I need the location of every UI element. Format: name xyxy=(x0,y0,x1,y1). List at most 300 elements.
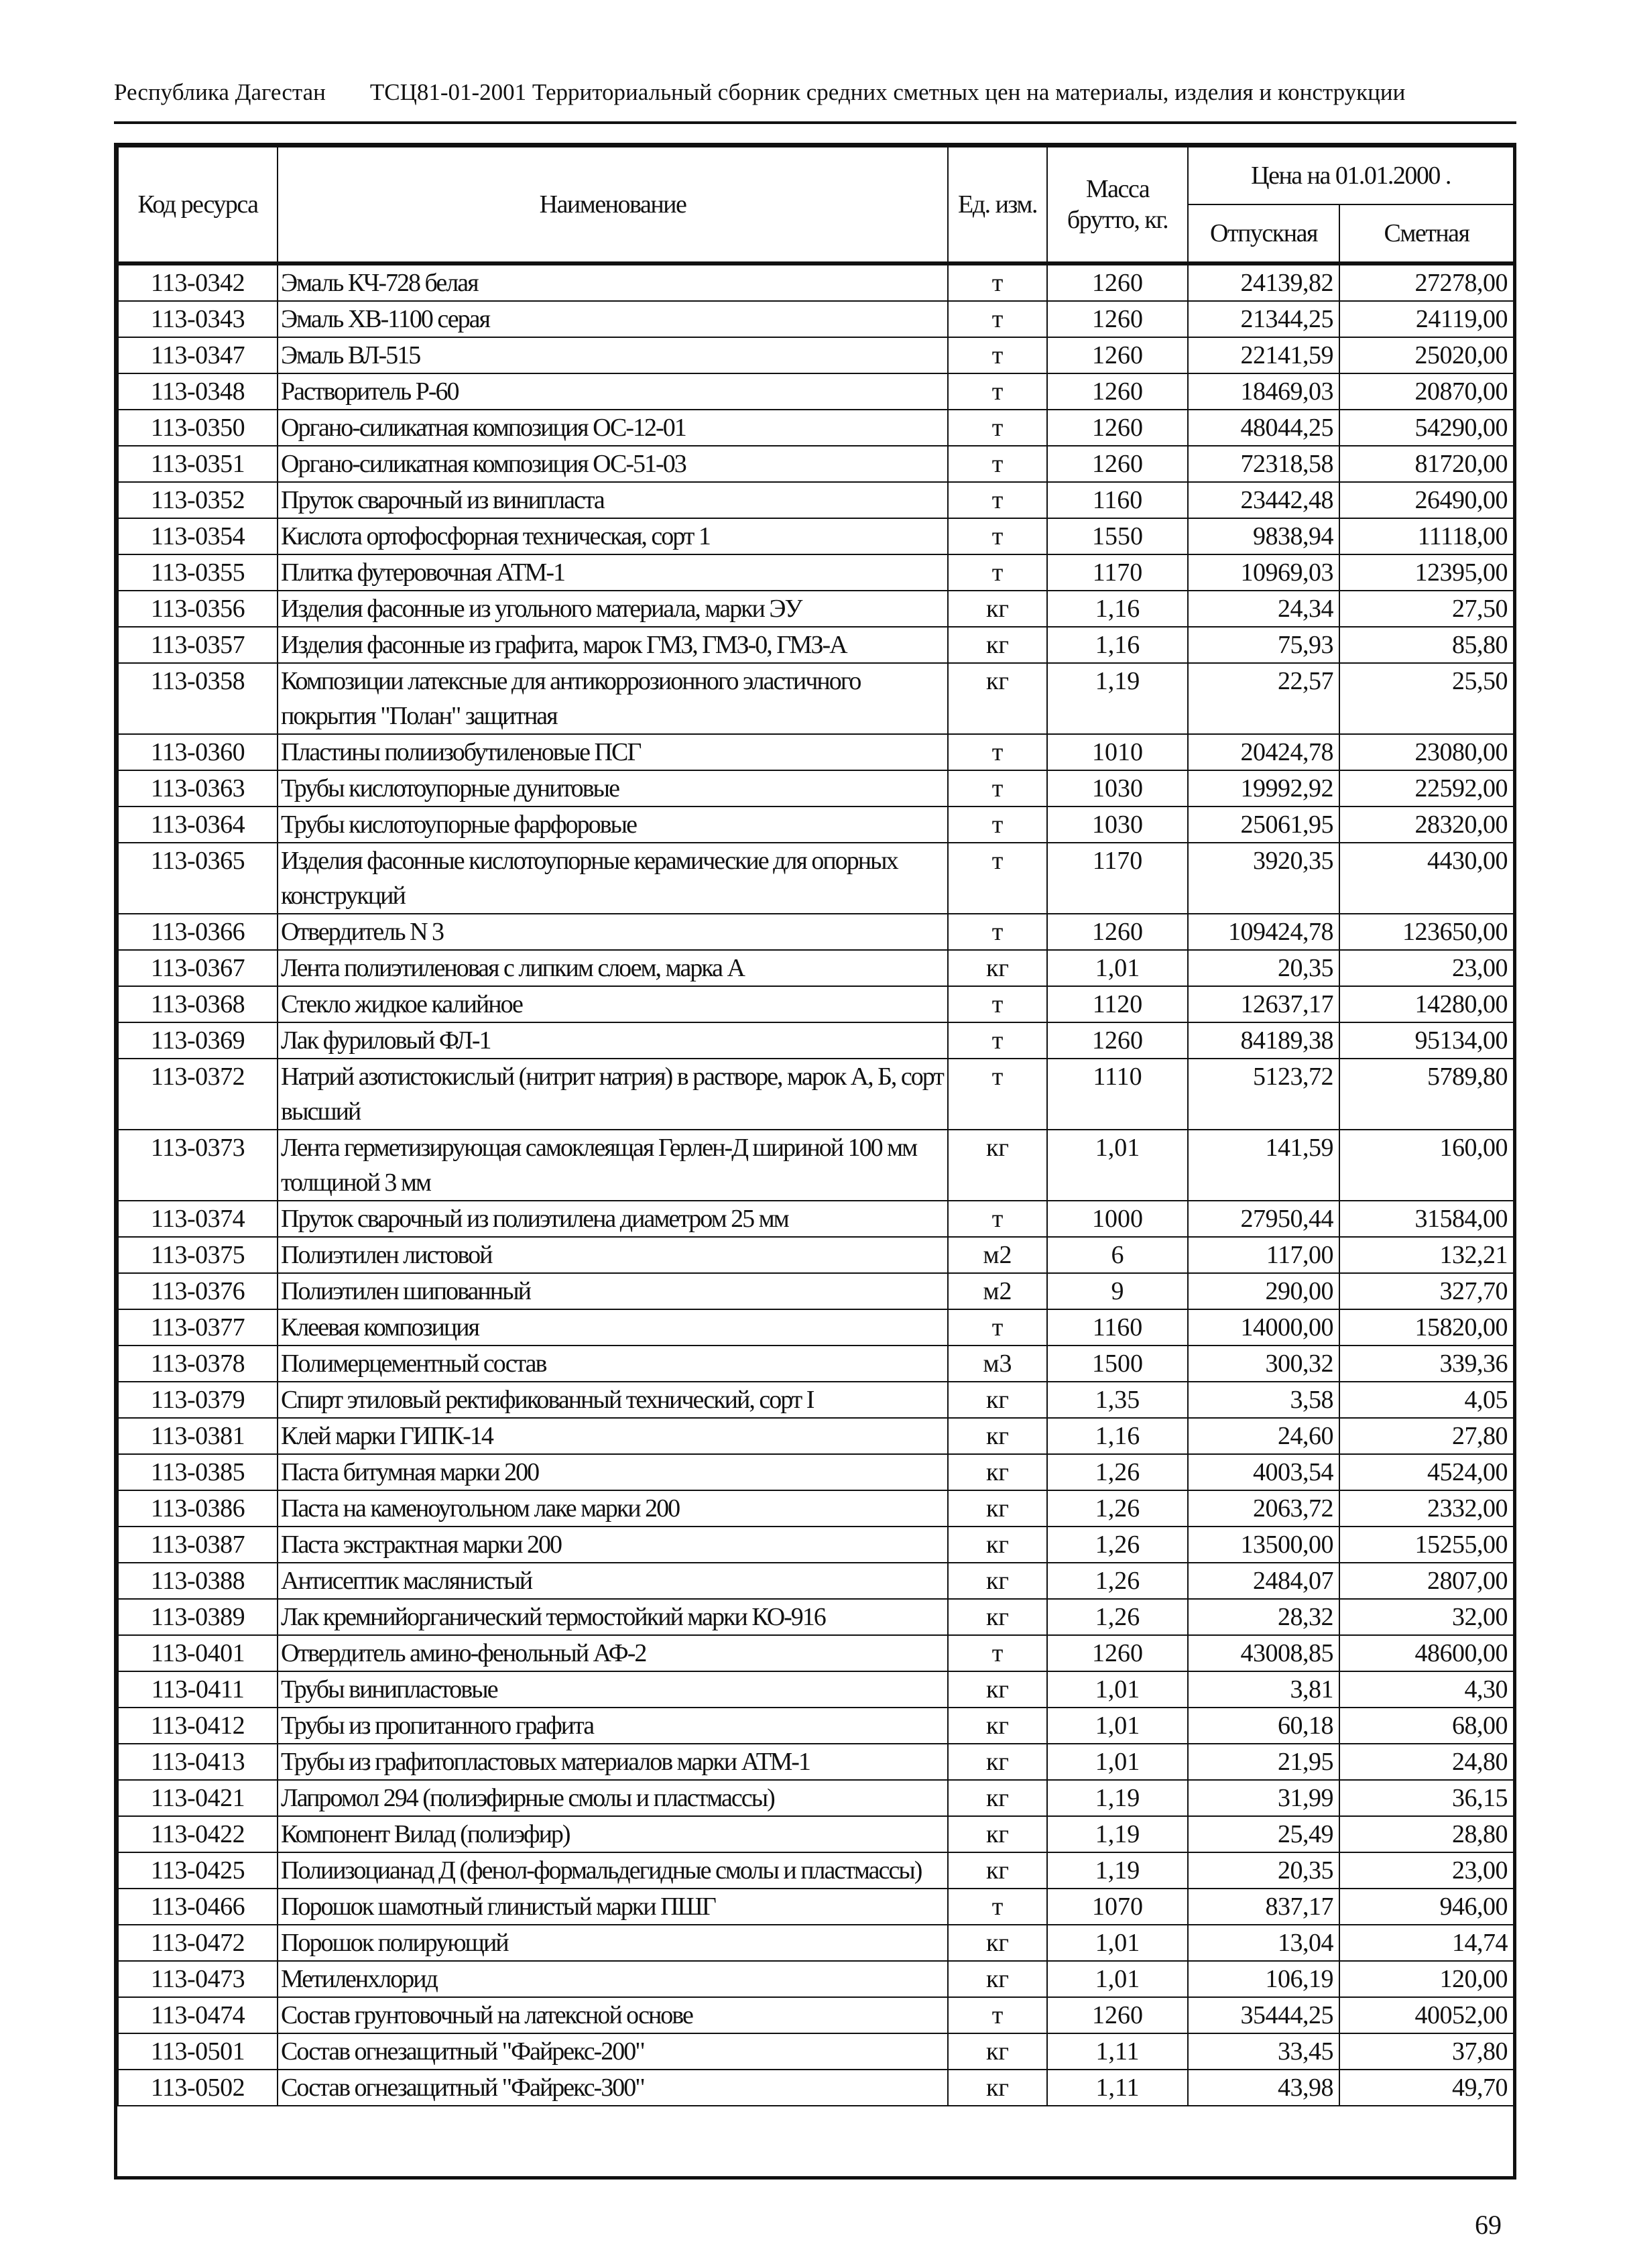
cell-estimate-price: 28320,00 xyxy=(1339,807,1514,843)
table-row xyxy=(118,2070,1514,2106)
cell-name: Полимерцементный состав xyxy=(278,1346,948,1382)
cell-code: 113-0388 xyxy=(118,1563,278,1599)
cell-release-price: 20,35 xyxy=(1188,1852,1339,1889)
table-body xyxy=(118,263,1514,2106)
cell-name: Порошок полирующий xyxy=(278,1925,948,1961)
cell-unit: кг xyxy=(948,1816,1047,1852)
cell-estimate-price: 5789,80 xyxy=(1339,1059,1514,1130)
col-header-code: Код ресурса xyxy=(118,147,278,263)
cell-estimate-price: 160,00 xyxy=(1339,1130,1514,1201)
table-row xyxy=(118,446,1514,482)
price-table xyxy=(117,146,1514,2106)
cell-code: 113-0421 xyxy=(118,1780,278,1816)
table-row xyxy=(118,627,1514,663)
table-row xyxy=(118,1490,1514,1527)
col-header-release-price: Отпускная xyxy=(1188,204,1339,263)
cell-release-price: 18469,03 xyxy=(1188,373,1339,410)
col-header-mass: Масса брутто, кг. xyxy=(1047,147,1188,263)
cell-mass: 1,26 xyxy=(1047,1490,1188,1527)
cell-release-price: 2484,07 xyxy=(1188,1563,1339,1599)
cell-name: Паста на каменоугольном лаке марки 200 xyxy=(278,1490,948,1527)
cell-mass: 9 xyxy=(1047,1273,1188,1309)
cell-unit: м2 xyxy=(948,1273,1047,1309)
cell-name: Клей марки ГИПК-14 xyxy=(278,1418,948,1454)
cell-release-price: 22,57 xyxy=(1188,663,1339,734)
table-row xyxy=(118,1237,1514,1273)
cell-release-price: 141,59 xyxy=(1188,1130,1339,1201)
cell-release-price: 3920,35 xyxy=(1188,843,1339,914)
cell-release-price: 21344,25 xyxy=(1188,301,1339,337)
cell-unit: кг xyxy=(948,1130,1047,1201)
table-row xyxy=(118,843,1514,914)
table-row xyxy=(118,482,1514,518)
cell-release-price: 9838,94 xyxy=(1188,518,1339,554)
cell-release-price: 23442,48 xyxy=(1188,482,1339,518)
cell-unit: т xyxy=(948,554,1047,591)
table-row xyxy=(118,950,1514,986)
cell-release-price: 13,04 xyxy=(1188,1925,1339,1961)
cell-estimate-price: 28,80 xyxy=(1339,1816,1514,1852)
header-rule xyxy=(114,121,1516,124)
cell-code: 113-0348 xyxy=(118,373,278,410)
cell-name: Трубы из графитопластовых материалов марки АТМ-1 xyxy=(278,1744,948,1780)
cell-mass: 1500 xyxy=(1047,1346,1188,1382)
cell-mass: 6 xyxy=(1047,1237,1188,1273)
cell-mass: 1,26 xyxy=(1047,1527,1188,1563)
cell-estimate-price: 946,00 xyxy=(1339,1889,1514,1925)
cell-release-price: 21,95 xyxy=(1188,1744,1339,1780)
cell-code: 113-0501 xyxy=(118,2033,278,2070)
cell-mass: 1,11 xyxy=(1047,2070,1188,2106)
cell-code: 113-0374 xyxy=(118,1201,278,1237)
cell-release-price: 24139,82 xyxy=(1188,265,1339,301)
cell-unit: т xyxy=(948,410,1047,446)
cell-unit: кг xyxy=(948,1454,1047,1490)
cell-release-price: 2063,72 xyxy=(1188,1490,1339,1527)
cell-mass: 1,11 xyxy=(1047,2033,1188,2070)
cell-estimate-price: 32,00 xyxy=(1339,1599,1514,1635)
table-row xyxy=(118,1852,1514,1889)
cell-estimate-price: 327,70 xyxy=(1339,1273,1514,1309)
cell-release-price: 22141,59 xyxy=(1188,337,1339,373)
cell-code: 113-0373 xyxy=(118,1130,278,1201)
cell-estimate-price: 24,80 xyxy=(1339,1744,1514,1780)
cell-estimate-price: 49,70 xyxy=(1339,2070,1514,2106)
cell-mass: 1,26 xyxy=(1047,1454,1188,1490)
cell-estimate-price: 4430,00 xyxy=(1339,843,1514,914)
cell-unit: кг xyxy=(948,663,1047,734)
cell-estimate-price: 31584,00 xyxy=(1339,1201,1514,1237)
cell-estimate-price: 11118,00 xyxy=(1339,518,1514,554)
cell-release-price: 109424,78 xyxy=(1188,914,1339,950)
table-row xyxy=(118,1527,1514,1563)
cell-estimate-price: 4,05 xyxy=(1339,1382,1514,1418)
cell-mass: 1,19 xyxy=(1047,1780,1188,1816)
cell-unit: кг xyxy=(948,1671,1047,1708)
cell-name: Эмаль ВЛ-515 xyxy=(278,337,948,373)
cell-estimate-price: 15820,00 xyxy=(1339,1309,1514,1346)
cell-estimate-price: 23,00 xyxy=(1339,950,1514,986)
cell-release-price: 24,60 xyxy=(1188,1418,1339,1454)
cell-name: Паста битумная марки 200 xyxy=(278,1454,948,1490)
cell-mass: 1,01 xyxy=(1047,1671,1188,1708)
cell-name: Трубы винипластовые xyxy=(278,1671,948,1708)
cell-mass: 1110 xyxy=(1047,1059,1188,1130)
cell-mass: 1,19 xyxy=(1047,1816,1188,1852)
cell-mass: 1,01 xyxy=(1047,1961,1188,1997)
cell-code: 113-0350 xyxy=(118,410,278,446)
cell-estimate-price: 14,74 xyxy=(1339,1925,1514,1961)
cell-mass: 1260 xyxy=(1047,410,1188,446)
table-row xyxy=(118,518,1514,554)
cell-unit: кг xyxy=(948,627,1047,663)
cell-estimate-price: 81720,00 xyxy=(1339,446,1514,482)
cell-estimate-price: 4,30 xyxy=(1339,1671,1514,1708)
cell-code: 113-0356 xyxy=(118,591,278,627)
table-row xyxy=(118,410,1514,446)
cell-release-price: 72318,58 xyxy=(1188,446,1339,482)
cell-code: 113-0381 xyxy=(118,1418,278,1454)
cell-release-price: 60,18 xyxy=(1188,1708,1339,1744)
cell-mass: 1260 xyxy=(1047,301,1188,337)
cell-mass: 1260 xyxy=(1047,373,1188,410)
cell-unit: т xyxy=(948,446,1047,482)
cell-code: 113-0351 xyxy=(118,446,278,482)
cell-estimate-price: 20870,00 xyxy=(1339,373,1514,410)
cell-release-price: 25,49 xyxy=(1188,1816,1339,1852)
cell-estimate-price: 36,15 xyxy=(1339,1780,1514,1816)
cell-name: Порошок шамотный глинистый марки ПШГ xyxy=(278,1889,948,1925)
cell-code: 113-0387 xyxy=(118,1527,278,1563)
cell-release-price: 19992,92 xyxy=(1188,770,1339,807)
table-row xyxy=(118,807,1514,843)
cell-name: Отвердитель N 3 xyxy=(278,914,948,950)
cell-mass: 1070 xyxy=(1047,1889,1188,1925)
cell-mass: 1,01 xyxy=(1047,1130,1188,1201)
table-row xyxy=(118,554,1514,591)
table-row xyxy=(118,1382,1514,1418)
cell-code: 113-0411 xyxy=(118,1671,278,1708)
cell-name: Полиэтилен шипованный xyxy=(278,1273,948,1309)
table-row xyxy=(118,1744,1514,1780)
cell-name: Эмаль ХВ-1100 серая xyxy=(278,301,948,337)
cell-name: Состав огнезащитный "Файрекс-200" xyxy=(278,2033,948,2070)
cell-code: 113-0360 xyxy=(118,734,278,770)
cell-release-price: 20424,78 xyxy=(1188,734,1339,770)
cell-unit: кг xyxy=(948,1925,1047,1961)
table-header xyxy=(118,147,1514,263)
cell-estimate-price: 27,80 xyxy=(1339,1418,1514,1454)
cell-code: 113-0502 xyxy=(118,2070,278,2106)
table-row xyxy=(118,1708,1514,1744)
cell-mass: 1,16 xyxy=(1047,591,1188,627)
cell-estimate-price: 23,00 xyxy=(1339,1852,1514,1889)
table-row xyxy=(118,1925,1514,1961)
cell-code: 113-0422 xyxy=(118,1816,278,1852)
cell-estimate-price: 2332,00 xyxy=(1339,1490,1514,1527)
cell-code: 113-0376 xyxy=(118,1273,278,1309)
cell-release-price: 33,45 xyxy=(1188,2033,1339,2070)
cell-code: 113-0342 xyxy=(118,265,278,301)
cell-mass: 1,16 xyxy=(1047,627,1188,663)
cell-name: Натрий азотистокислый (нитрит натрия) в растворе, марок А, Б, сорт высший xyxy=(278,1059,948,1130)
cell-code: 113-0378 xyxy=(118,1346,278,1382)
cell-mass: 1120 xyxy=(1047,986,1188,1022)
cell-mass: 1260 xyxy=(1047,914,1188,950)
cell-unit: кг xyxy=(948,591,1047,627)
cell-code: 113-0352 xyxy=(118,482,278,518)
cell-name: Паста экстрактная марки 200 xyxy=(278,1527,948,1563)
cell-name: Трубы из пропитанного графита xyxy=(278,1708,948,1744)
table-row xyxy=(118,1309,1514,1346)
cell-release-price: 27950,44 xyxy=(1188,1201,1339,1237)
cell-release-price: 12637,17 xyxy=(1188,986,1339,1022)
cell-unit: кг xyxy=(948,1780,1047,1816)
cell-name: Компонент Вилад (полиэфир) xyxy=(278,1816,948,1852)
cell-unit: кг xyxy=(948,2070,1047,2106)
cell-unit: т xyxy=(948,1889,1047,1925)
table-row xyxy=(118,301,1514,337)
cell-estimate-price: 12395,00 xyxy=(1339,554,1514,591)
cell-release-price: 4003,54 xyxy=(1188,1454,1339,1490)
table-row xyxy=(118,663,1514,734)
cell-name: Метиленхлорид xyxy=(278,1961,948,1997)
cell-release-price: 13500,00 xyxy=(1188,1527,1339,1563)
cell-code: 113-0474 xyxy=(118,1997,278,2033)
cell-name: Трубы кислотоупорные дунитовые xyxy=(278,770,948,807)
cell-name: Пруток сварочный из винипласта xyxy=(278,482,948,518)
table-row xyxy=(118,1563,1514,1599)
table-row xyxy=(118,914,1514,950)
cell-name: Полиэтилен листовой xyxy=(278,1237,948,1273)
cell-unit: т xyxy=(948,914,1047,950)
cell-name: Спирт этиловый ректификованный технический, сорт I xyxy=(278,1382,948,1418)
cell-name: Лапромол 294 (полиэфирные смолы и пластмассы) xyxy=(278,1780,948,1816)
cell-release-price: 43008,85 xyxy=(1188,1635,1339,1671)
cell-unit: т xyxy=(948,770,1047,807)
cell-estimate-price: 54290,00 xyxy=(1339,410,1514,446)
cell-code: 113-0347 xyxy=(118,337,278,373)
cell-unit: т xyxy=(948,518,1047,554)
cell-mass: 1,01 xyxy=(1047,950,1188,986)
cell-unit: кг xyxy=(948,1852,1047,1889)
cell-estimate-price: 23080,00 xyxy=(1339,734,1514,770)
header-region: Республика Дагестан xyxy=(114,79,326,105)
cell-release-price: 20,35 xyxy=(1188,950,1339,986)
cell-name: Лак кремнийорганический термостойкий марки КО-916 xyxy=(278,1599,948,1635)
cell-code: 113-0401 xyxy=(118,1635,278,1671)
cell-mass: 1260 xyxy=(1047,265,1188,301)
cell-code: 113-0413 xyxy=(118,1744,278,1780)
cell-code: 113-0343 xyxy=(118,301,278,337)
cell-mass: 1,19 xyxy=(1047,1852,1188,1889)
cell-mass: 1160 xyxy=(1047,1309,1188,1346)
table-row xyxy=(118,2033,1514,2070)
cell-unit: т xyxy=(948,265,1047,301)
cell-mass: 1000 xyxy=(1047,1201,1188,1237)
cell-unit: т xyxy=(948,1635,1047,1671)
cell-code: 113-0358 xyxy=(118,663,278,734)
cell-name: Лента герметизирующая самоклеящая Герлен-Д шириной 100 мм толщиной 3 мм xyxy=(278,1130,948,1201)
cell-name: Композиции латексные для антикоррозионного эластичного покрытия "Полан" защитная xyxy=(278,663,948,734)
cell-estimate-price: 24119,00 xyxy=(1339,301,1514,337)
cell-estimate-price: 85,80 xyxy=(1339,627,1514,663)
cell-code: 113-0355 xyxy=(118,554,278,591)
cell-estimate-price: 37,80 xyxy=(1339,2033,1514,2070)
cell-release-price: 35444,25 xyxy=(1188,1997,1339,2033)
cell-name: Пруток сварочный из полиэтилена диаметром 25 мм xyxy=(278,1201,948,1237)
cell-code: 113-0473 xyxy=(118,1961,278,1997)
cell-unit: т xyxy=(948,843,1047,914)
cell-name: Трубы кислотоупорные фарфоровые xyxy=(278,807,948,843)
col-header-unit: Ед. изм. xyxy=(948,147,1047,263)
table-row xyxy=(118,1961,1514,1997)
cell-unit: т xyxy=(948,1997,1047,2033)
cell-code: 113-0364 xyxy=(118,807,278,843)
cell-code: 113-0366 xyxy=(118,914,278,950)
cell-mass: 1,01 xyxy=(1047,1925,1188,1961)
cell-release-price: 48044,25 xyxy=(1188,410,1339,446)
table-row xyxy=(118,1780,1514,1816)
cell-name: Изделия фасонные из графита, марок ГМЗ, ГМЗ-0, ГМЗ-А xyxy=(278,627,948,663)
cell-code: 113-0379 xyxy=(118,1382,278,1418)
cell-mass: 1010 xyxy=(1047,734,1188,770)
table-row xyxy=(118,734,1514,770)
col-header-name: Наименование xyxy=(278,147,948,263)
cell-name: Состав грунтовочный на латексной основе xyxy=(278,1997,948,2033)
cell-release-price: 5123,72 xyxy=(1188,1059,1339,1130)
cell-release-price: 28,32 xyxy=(1188,1599,1339,1635)
cell-code: 113-0369 xyxy=(118,1022,278,1059)
cell-name: Органо-силикатная композиция ОС-12-01 xyxy=(278,410,948,446)
cell-release-price: 75,93 xyxy=(1188,627,1339,663)
cell-unit: т xyxy=(948,301,1047,337)
cell-release-price: 24,34 xyxy=(1188,591,1339,627)
cell-estimate-price: 132,21 xyxy=(1339,1237,1514,1273)
cell-release-price: 43,98 xyxy=(1188,2070,1339,2106)
cell-unit: кг xyxy=(948,2033,1047,2070)
table-row xyxy=(118,265,1514,301)
cell-unit: т xyxy=(948,807,1047,843)
cell-mass: 1030 xyxy=(1047,770,1188,807)
cell-unit: м2 xyxy=(948,1237,1047,1273)
cell-unit: т xyxy=(948,734,1047,770)
cell-unit: т xyxy=(948,1059,1047,1130)
cell-name: Антисептик маслянистый xyxy=(278,1563,948,1599)
cell-estimate-price: 95134,00 xyxy=(1339,1022,1514,1059)
cell-code: 113-0412 xyxy=(118,1708,278,1744)
table-row xyxy=(118,770,1514,807)
cell-release-price: 14000,00 xyxy=(1188,1309,1339,1346)
table-row xyxy=(118,1201,1514,1237)
cell-unit: кг xyxy=(948,1599,1047,1635)
cell-code: 113-0367 xyxy=(118,950,278,986)
cell-mass: 1260 xyxy=(1047,1997,1188,2033)
cell-code: 113-0385 xyxy=(118,1454,278,1490)
cell-unit: т xyxy=(948,373,1047,410)
table-row xyxy=(118,373,1514,410)
cell-mass: 1260 xyxy=(1047,446,1188,482)
cell-estimate-price: 27278,00 xyxy=(1339,265,1514,301)
cell-estimate-price: 26490,00 xyxy=(1339,482,1514,518)
cell-unit: кг xyxy=(948,1744,1047,1780)
cell-unit: т xyxy=(948,1201,1047,1237)
cell-estimate-price: 339,36 xyxy=(1339,1346,1514,1382)
cell-estimate-price: 14280,00 xyxy=(1339,986,1514,1022)
table-row xyxy=(118,1022,1514,1059)
cell-release-price: 117,00 xyxy=(1188,1237,1339,1273)
cell-estimate-price: 25,50 xyxy=(1339,663,1514,734)
cell-release-price: 84189,38 xyxy=(1188,1022,1339,1059)
cell-mass: 1160 xyxy=(1047,482,1188,518)
cell-estimate-price: 40052,00 xyxy=(1339,1997,1514,2033)
page-number: 69 xyxy=(1475,2210,1502,2240)
cell-code: 113-0389 xyxy=(118,1599,278,1635)
table-row xyxy=(118,1997,1514,2033)
cell-mass: 1550 xyxy=(1047,518,1188,554)
cell-mass: 1,26 xyxy=(1047,1563,1188,1599)
cell-unit: кг xyxy=(948,1490,1047,1527)
cell-mass: 1,35 xyxy=(1047,1382,1188,1418)
cell-mass: 1260 xyxy=(1047,1022,1188,1059)
cell-code: 113-0365 xyxy=(118,843,278,914)
table-row xyxy=(118,1599,1514,1635)
cell-unit: т xyxy=(948,986,1047,1022)
cell-unit: кг xyxy=(948,1563,1047,1599)
cell-name: Плитка футеровочная АТМ-1 xyxy=(278,554,948,591)
table-row xyxy=(118,1671,1514,1708)
col-header-price-group: Цена на 01.01.2000 . xyxy=(1188,147,1514,204)
cell-estimate-price: 2807,00 xyxy=(1339,1563,1514,1599)
cell-unit: кг xyxy=(948,1418,1047,1454)
cell-code: 113-0386 xyxy=(118,1490,278,1527)
cell-estimate-price: 120,00 xyxy=(1339,1961,1514,1997)
cell-code: 113-0466 xyxy=(118,1889,278,1925)
cell-code: 113-0354 xyxy=(118,518,278,554)
cell-mass: 1,16 xyxy=(1047,1418,1188,1454)
cell-release-price: 3,58 xyxy=(1188,1382,1339,1418)
cell-estimate-price: 22592,00 xyxy=(1339,770,1514,807)
cell-unit: т xyxy=(948,1309,1047,1346)
cell-release-price: 31,99 xyxy=(1188,1780,1339,1816)
cell-unit: т xyxy=(948,1022,1047,1059)
page-header xyxy=(114,79,1515,106)
cell-name: Полиизоцианад Д (фенол-формальдегидные смолы и пластмассы) xyxy=(278,1852,948,1889)
cell-unit: кг xyxy=(948,1382,1047,1418)
cell-code: 113-0472 xyxy=(118,1925,278,1961)
cell-unit: м3 xyxy=(948,1346,1047,1382)
cell-name: Растворитель Р-60 xyxy=(278,373,948,410)
cell-code: 113-0375 xyxy=(118,1237,278,1273)
cell-name: Пластины полиизобутиленовые ПСГ xyxy=(278,734,948,770)
cell-unit: кг xyxy=(948,1527,1047,1563)
cell-name: Клеевая композиция xyxy=(278,1309,948,1346)
cell-estimate-price: 15255,00 xyxy=(1339,1527,1514,1563)
cell-mass: 1260 xyxy=(1047,337,1188,373)
table-row xyxy=(118,1059,1514,1130)
cell-code: 113-0372 xyxy=(118,1059,278,1130)
cell-mass: 1260 xyxy=(1047,1635,1188,1671)
cell-code: 113-0377 xyxy=(118,1309,278,1346)
cell-release-price: 25061,95 xyxy=(1188,807,1339,843)
cell-unit: кг xyxy=(948,950,1047,986)
cell-name: Изделия фасонные из угольного материала, марки ЭУ xyxy=(278,591,948,627)
cell-release-price: 837,17 xyxy=(1188,1889,1339,1925)
cell-name: Отвердитель амино-фенольный АФ-2 xyxy=(278,1635,948,1671)
table-row xyxy=(118,986,1514,1022)
cell-unit: т xyxy=(948,482,1047,518)
cell-mass: 1,01 xyxy=(1047,1708,1188,1744)
